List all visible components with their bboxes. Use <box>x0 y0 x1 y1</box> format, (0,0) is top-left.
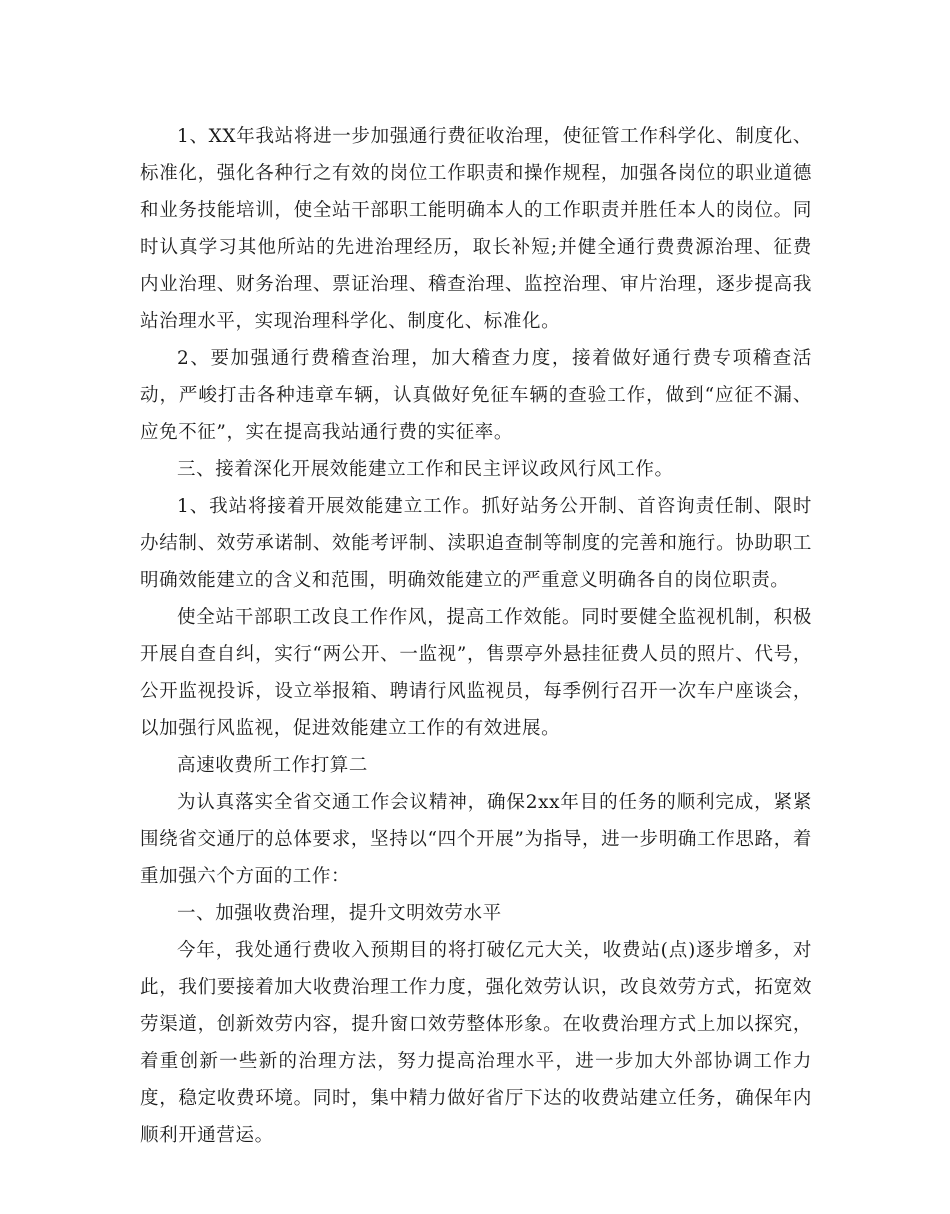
paragraph-toll-inspection: 2、要加强通行费稽查治理，加大稽查力度，接着做好通行费专项稽查活动，严峻打击各种违章车辆，认真做好免征车辆的查验工作，做到“应征不漏、应免不征”，实在提高我站通行费的实征率。 <box>140 348 812 443</box>
paragraph-plan-two-title: 高速收费所工作打算二 <box>177 755 369 776</box>
document-body <box>140 118 812 1154</box>
paragraph-work-style: 使全站干部职工改良工作作风，提高工作效能。同时要健全监视机制，积极开展自查自纠，实行“两公开、一监视”，售票亭外悬挂征费人员的照片、代号，公开监视投诉，设立举报箱、聘请行风监视员，每季例行召开一次车户座谈会，以加强行风监视，促进效能建立工作的有效进展。 <box>140 607 812 739</box>
paragraph-section-three-heading: 三、接着深化开展效能建立工作和民主评议政风行风工作。 <box>177 459 674 480</box>
paragraph-efficiency-building: 1、我站将接着开展效能建立工作。抓好站务公开制、首咨询责任制、限时办结制、效劳承诺制、效能考评制、渎职追查制等制度的完善和施行。协助职工明确效能建立的含义和范围，明确效能建立的严重意义明确各自的岗位职责。 <box>140 496 812 591</box>
paragraph-toll-management: 1、XX年我站将进一步加强通行费征收治理，使征管工作科学化、制度化、标准化，强化各种行之有效的岗位工作职责和操作规程，加强各岗位的职业道德和业务技能培训，使全站干部职工能明确本人的工作职责并胜任本人的岗位。同时认真学习其他所站的先进治理经历，取长补短;并健全通行费费源治理、征费内业治理、财务治理、票证治理、稽查治理、监控治理、审片治理，逐步提高我站治理水平，实现治理科学化、制度化、标准化。 <box>140 126 812 332</box>
paragraph-revenue-target: 今年，我处通行费收入预期目的将打破亿元大关，收费站(点)逐步增多，对此，我们要接着加大收费治理工作力度，强化效劳认识，改良效劳方式，拓宽效劳渠道，创新效劳内容，提升窗口效劳整体形象。在收费治理方式上加以探究，着重创新一些新的治理方法，努力提高治理水平，进一步加大外部协调工作力度，稳定收费环境。同时，集中精力做好省厅下达的收费站建立任务，确保年内顺利开通营运。 <box>140 940 812 1146</box>
paragraph-section-one-heading: 一、加强收费治理，提升文明效劳水平 <box>177 903 502 924</box>
paragraph-plan-two-intro: 为认真落实全省交通工作会议精神，确保2xx年目的任务的顺利完成，紧紧围绕省交通厅的总体要求，坚持以“四个开展”为指导，进一步明确工作思路，着重加强六个方面的工作： <box>140 792 812 887</box>
